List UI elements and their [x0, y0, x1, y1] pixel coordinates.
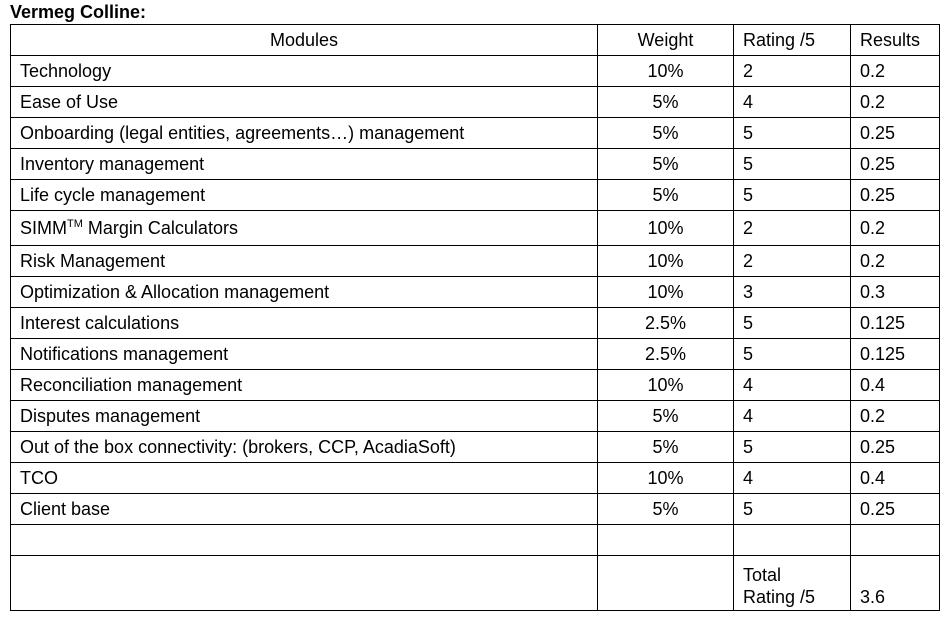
empty-cell: [598, 525, 734, 556]
total-label-line1: Total: [743, 565, 782, 585]
result-cell: 0.3: [851, 277, 940, 308]
module-cell: Disputes management: [11, 401, 598, 432]
header-row: [11, 25, 940, 56]
empty-cell: [11, 525, 598, 556]
module-cell: Notifications management: [11, 339, 598, 370]
header-weight: Weight: [598, 25, 734, 56]
total-label-line2: Rating /5: [743, 587, 816, 607]
rating-cell: 5: [734, 339, 851, 370]
module-cell: Interest calculations: [11, 308, 598, 339]
module-cell: Risk Management: [11, 246, 598, 277]
table-row: [11, 401, 940, 432]
weight-cell: 5%: [598, 432, 734, 463]
rating-cell: 2: [734, 246, 851, 277]
module-cell: TCO: [11, 463, 598, 494]
rating-cell: 5: [734, 180, 851, 211]
total-rating-value: 3.6: [851, 556, 940, 611]
table-row: [11, 308, 940, 339]
module-cell: Onboarding (legal entities, agreements…) management: [11, 118, 598, 149]
table-row: [11, 180, 940, 211]
rating-cell: 4: [734, 87, 851, 118]
weight-cell: 2.5%: [598, 308, 734, 339]
module-name-suffix: Margin Calculators: [82, 218, 238, 238]
empty-row: [11, 525, 940, 556]
table-row: [11, 432, 940, 463]
module-cell: Technology: [11, 56, 598, 87]
module-cell: Ease of Use: [11, 87, 598, 118]
rating-cell: 5: [734, 308, 851, 339]
result-cell: 0.25: [851, 432, 940, 463]
result-cell: 0.2: [851, 56, 940, 87]
result-cell: 0.25: [851, 494, 940, 525]
table-row: [11, 118, 940, 149]
weight-cell: 2.5%: [598, 339, 734, 370]
result-cell: 0.125: [851, 339, 940, 370]
table-row: [11, 370, 940, 401]
result-cell: 0.2: [851, 246, 940, 277]
module-cell: Out of the box connectivity: (brokers, CCP, AcadiaSoft): [11, 432, 598, 463]
table-row: [11, 246, 940, 277]
weight-cell: 5%: [598, 494, 734, 525]
total-rating-label: [734, 556, 851, 611]
weight-cell: 10%: [598, 370, 734, 401]
weight-cell: 10%: [598, 463, 734, 494]
result-cell: 0.4: [851, 370, 940, 401]
rating-cell: 2: [734, 211, 851, 246]
table-row: [11, 149, 940, 180]
table-row: [11, 277, 940, 308]
rating-cell: 4: [734, 370, 851, 401]
empty-cell: [851, 525, 940, 556]
table-row: [11, 56, 940, 87]
module-name: SIMM: [20, 218, 67, 238]
table-row: [11, 87, 940, 118]
module-cell: Optimization & Allocation management: [11, 277, 598, 308]
result-cell: 0.2: [851, 87, 940, 118]
table-row: [11, 211, 940, 246]
module-cell: Reconciliation management: [11, 370, 598, 401]
table-row: [11, 494, 940, 525]
rating-cell: 5: [734, 432, 851, 463]
result-cell: 0.2: [851, 401, 940, 432]
rating-cell: 5: [734, 149, 851, 180]
trademark-superscript: TM: [67, 218, 83, 230]
evaluation-table: [10, 24, 940, 611]
rating-cell: 2: [734, 56, 851, 87]
document-title: Vermeg Colline:: [10, 2, 147, 22]
module-cell: Life cycle management: [11, 180, 598, 211]
weight-cell: 10%: [598, 211, 734, 246]
result-cell: 0.25: [851, 149, 940, 180]
weight-cell: 5%: [598, 149, 734, 180]
table-body: [11, 56, 940, 611]
rating-cell: 4: [734, 463, 851, 494]
empty-cell: [734, 525, 851, 556]
weight-cell: 5%: [598, 180, 734, 211]
weight-cell: 5%: [598, 118, 734, 149]
result-cell: 0.25: [851, 180, 940, 211]
module-cell: Client base: [11, 494, 598, 525]
result-cell: 0.4: [851, 463, 940, 494]
module-cell: Inventory management: [11, 149, 598, 180]
weight-cell: 10%: [598, 277, 734, 308]
result-cell: 0.125: [851, 308, 940, 339]
rating-cell: 5: [734, 118, 851, 149]
weight-cell: 10%: [598, 56, 734, 87]
total-row: [11, 556, 940, 611]
table-row: [11, 339, 940, 370]
weight-cell: 5%: [598, 401, 734, 432]
empty-cell: [11, 556, 598, 611]
weight-cell: 5%: [598, 87, 734, 118]
empty-cell: [598, 556, 734, 611]
result-cell: 0.25: [851, 118, 940, 149]
rating-cell: 5: [734, 494, 851, 525]
header-results: Results: [851, 25, 940, 56]
weight-cell: 10%: [598, 246, 734, 277]
result-cell: 0.2: [851, 211, 940, 246]
rating-cell: 4: [734, 401, 851, 432]
header-rating: Rating /5: [734, 25, 851, 56]
table-row: [11, 463, 940, 494]
rating-cell: 3: [734, 277, 851, 308]
header-modules: Modules: [11, 25, 598, 56]
module-cell: [11, 211, 598, 246]
